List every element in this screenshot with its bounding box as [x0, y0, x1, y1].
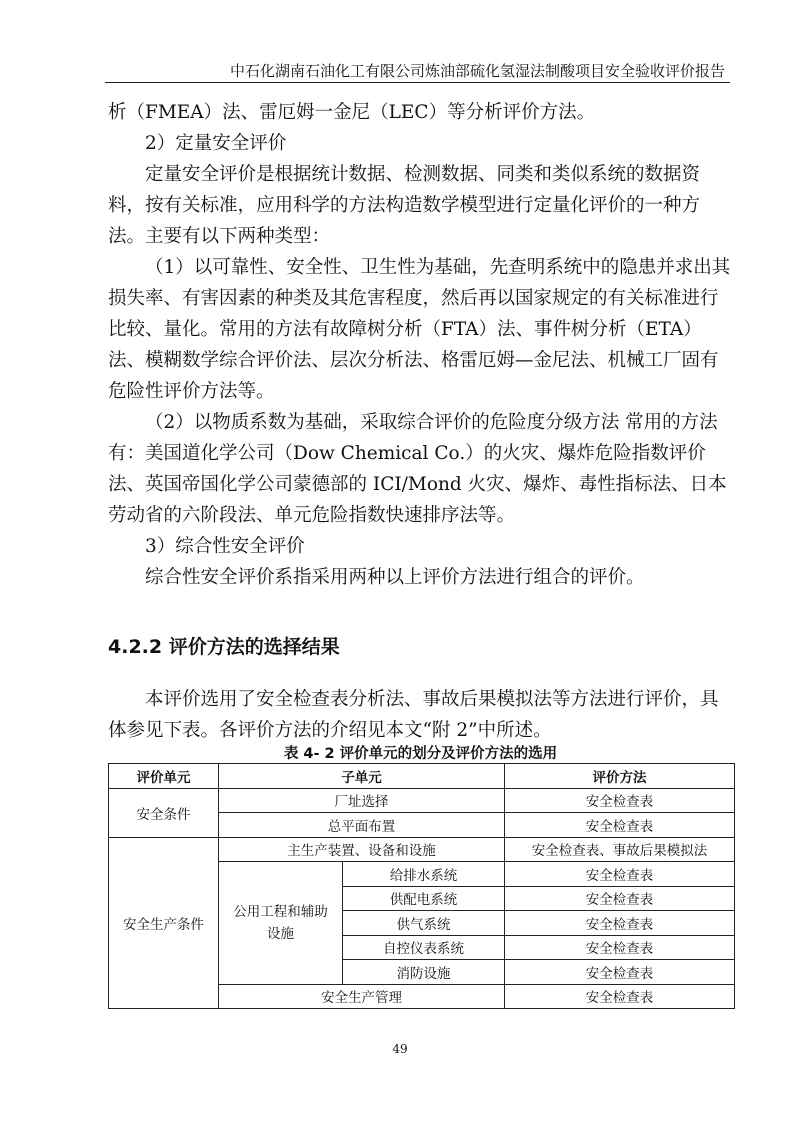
header-unit: 评价单元	[109, 764, 219, 789]
method-cell: 安全检查表	[505, 813, 735, 838]
sub-unit-cell: 消防设施	[343, 960, 505, 985]
method-cell: 安全检查表	[505, 984, 735, 1009]
section-heading: 4.2.2 评价方法的选择结果	[108, 636, 340, 658]
utility-group-cell: 公用工程和辅助设施	[219, 862, 343, 985]
unit-safety-conditions: 安全条件	[109, 788, 219, 837]
method-cell: 安全检查表	[505, 911, 735, 936]
page-number: 49	[392, 1042, 408, 1056]
header-sub-unit: 子单元	[219, 764, 505, 789]
section-paragraph: 本评价选用了安全检查表分析法、事故后果模拟法等方法进行评价，具体参见下表。各评价方法的介绍见本文“附 2”中所述。	[108, 689, 719, 741]
sub-unit-cell: 给排水系统	[343, 862, 505, 887]
sub-unit-cell: 供气系统	[343, 911, 505, 936]
table-row	[109, 788, 735, 813]
table-header-row	[109, 764, 735, 789]
page-header: 中石化湖南石油化工有限公司炼油部硫化氢湿法制酸项目安全验收评价报告	[229, 62, 725, 80]
sub-unit-cell: 厂址选择	[219, 788, 505, 813]
method-cell: 安全检查表	[505, 886, 735, 911]
method-cell: 安全检查表	[505, 788, 735, 813]
sub-unit-cell: 供配电系统	[343, 886, 505, 911]
sub-unit-cell: 总平面布置	[219, 813, 505, 838]
type1-paragraph: （1）以可靠性、安全性、卫生性为基础，先查明系统中的隐患并求出其损失率、有害因素的种类及其危害程度，然后再以国家规定的有关标准进行比较、量化。常用的方法有故障树分析（FTA）法、事件树分析（ETA）法、模糊数学综合评价法、层次分析法、格雷厄姆—金尼法、机械工厂固有危险性评价方法等。	[108, 257, 731, 402]
unit-production-conditions: 安全生产条件	[109, 837, 219, 1009]
comprehensive-heading: 3）综合性安全评价	[145, 536, 305, 557]
evaluation-table	[108, 763, 735, 1009]
sub-unit-cell: 自控仪表系统	[343, 935, 505, 960]
sub-unit-cell: 主生产装置、设备和设施	[219, 837, 505, 862]
table-caption: 表 4- 2 评价单元的划分及评价方法的选用	[283, 746, 558, 762]
quantitative-heading: 2）定量安全评价	[145, 133, 287, 154]
comprehensive-paragraph: 综合性安全评价系指采用两种以上评价方法进行组合的评价。	[145, 567, 645, 588]
header-method: 评价方法	[505, 764, 735, 789]
method-cell: 安全检查表	[505, 960, 735, 985]
sub-unit-cell: 安全生产管理	[219, 984, 505, 1009]
body-text-block	[108, 97, 733, 593]
quantitative-paragraph: 定量安全评价是根据统计数据、检测数据、同类和类似系统的数据资料，按有关标准，应用科学的方法构造数学模型进行定量化评价的一种方法。主要有以下两种类型：	[108, 164, 701, 247]
method-cell: 安全检查表、事故后果模拟法	[505, 837, 735, 862]
header-rule	[105, 82, 730, 83]
table-row	[109, 837, 735, 862]
method-cell: 安全检查表	[505, 862, 735, 887]
fmea-line: 析（FMEA）法、雷厄姆一金尼（LEC）等分析评价方法。	[108, 102, 596, 123]
type2-paragraph: （2）以物质系数为基础，采取综合评价的危险度分级方法 常用的方法有：美国道化学公司（Dow Chemical Co.）的火灾、爆炸危险指数评价法、英国帝国化学公司蒙德部的 ICI/Mond 火灾、爆炸、毒性指标法、日本劳动省的六阶段法、单元危险指数快速排序法等。	[108, 412, 727, 526]
method-cell: 安全检查表	[505, 935, 735, 960]
